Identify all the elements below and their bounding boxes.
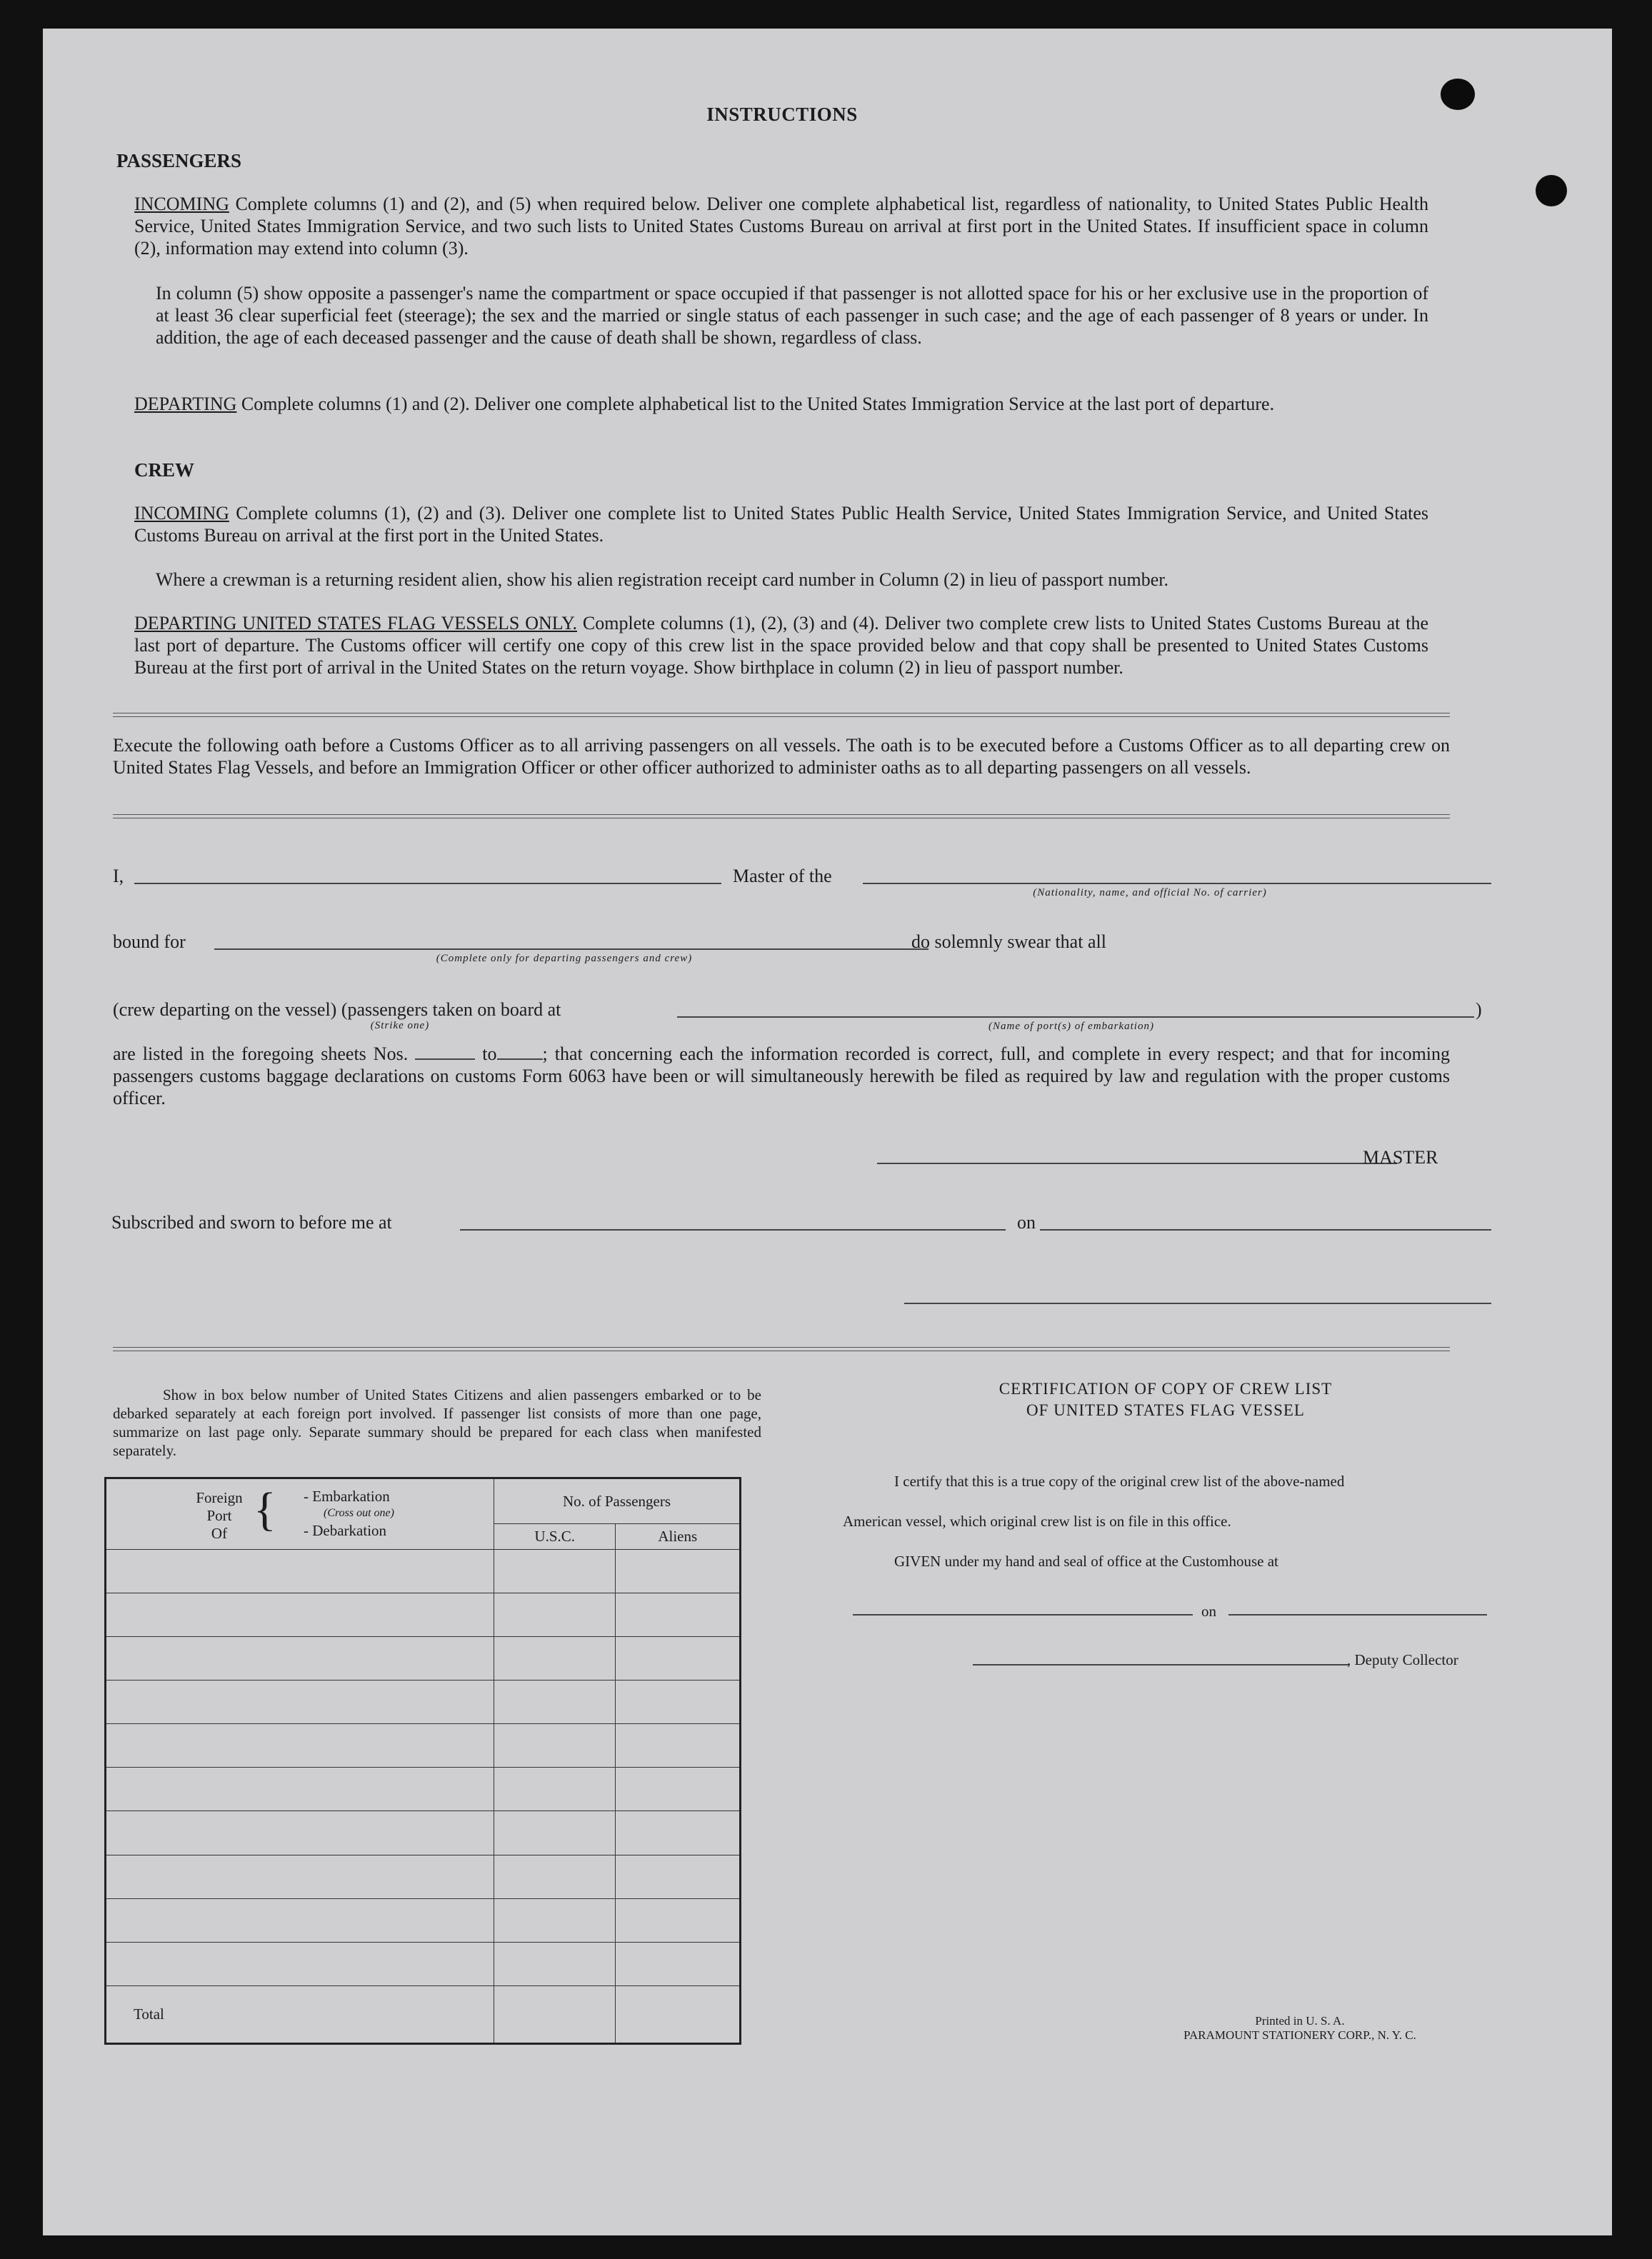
aliens-cell[interactable]	[616, 1724, 741, 1768]
port-cell[interactable]	[106, 1724, 494, 1768]
passengers-departing-text: Complete columns (1) and (2). Deliver one complete alphabetical list to the United States Immigration Service at the last port of departure.	[241, 394, 1275, 414]
table-row	[106, 1942, 741, 1985]
deputy-collector-label: , Deputy Collector	[1347, 1651, 1458, 1668]
master-signature-field[interactable]	[877, 1163, 1397, 1164]
bound-for-field[interactable]	[214, 948, 928, 950]
table-row	[106, 1724, 741, 1768]
crew-incoming-label: INCOMING	[134, 503, 229, 524]
passengers-incoming-text: Complete columns (1) and (2), and (5) when required below. Deliver one complete alphabetical list, regardless of nationality, to United States Public Health Service, United States Immigration Service, and two such lists to United States Customs Bureau on arrival at first port in the United States. If insufficient space in column (2), information may extend into column (3).	[134, 194, 1429, 259]
aliens-cell[interactable]	[616, 1942, 741, 1985]
aliens-cell[interactable]	[616, 1637, 741, 1681]
oath-listed-rest: ; that concerning each the information recorded is correct, full, and complete in every respect; and that for incoming passengers customs baggage declarations on customs Form 6063 have been or will simultaneously herewith be filed as required by law and regulation with the proper customs officer.	[113, 1043, 1451, 1108]
port-cell[interactable]	[106, 1593, 494, 1637]
oath-on-label: on	[1017, 1212, 1036, 1233]
port-cell[interactable]	[106, 1550, 494, 1593]
usc-cell[interactable]	[494, 1811, 616, 1855]
embark-debark-labels	[304, 1488, 394, 1539]
crew-heading: CREW	[134, 459, 195, 481]
table-row	[106, 1593, 741, 1637]
usc-header: U.S.C.	[494, 1524, 616, 1550]
given-text: GIVEN under my hand and seal of office at the Customhouse at	[894, 1553, 1278, 1570]
table-row	[106, 1855, 741, 1898]
passengers-column5-paragraph: In column (5) show opposite a passenger's name the compartment or space occupied if that passenger is not allotted space for his or her exclusive use in the proportion of at least 36 clear superficial feet (steerage); the sex and the married or single status of each passenger in such case; and the age of each passenger of 8 years or under. In addition, the age of each deceased passenger and the cause of death shall be shown, regardless of class.	[156, 283, 1428, 348]
port-cell[interactable]	[106, 1942, 494, 1985]
oath-listed-to: to	[482, 1043, 497, 1064]
usc-cell[interactable]	[494, 1681, 616, 1724]
crew-departing-label: DEPARTING UNITED STATES FLAG VESSELS ONLY.	[134, 613, 577, 633]
table-row	[106, 1811, 741, 1855]
certification-title-1: CERTIFICATION OF COPY OF CREW LIST	[998, 1380, 1333, 1398]
usc-cell[interactable]	[494, 1724, 616, 1768]
crew-departing-text: Complete columns (1), (2), (3) and (4). Deliver two complete crew lists to United States Customs Bureau at the last port of departure. The Customs officer will certify one copy of this crew list in the space provided below and that copy shall be presented to United States Customs Bureau at the first port of arrival in the United States on the return voyage. Show birthplace in column (2) in lieu of passport number.	[134, 613, 1429, 678]
subscribed-place-field[interactable]	[460, 1229, 1006, 1231]
total-row	[106, 1985, 741, 2043]
sheet-to-field[interactable]	[497, 1044, 543, 1060]
usc-cell[interactable]	[494, 1593, 616, 1637]
cert-date-field[interactable]	[1228, 1614, 1487, 1616]
passengers-incoming-paragraph	[134, 193, 1428, 259]
printer-line-1: Printed in U. S. A.	[1255, 2014, 1345, 2028]
port-cell[interactable]	[106, 1898, 494, 1942]
passengers-departing-paragraph	[134, 393, 1428, 415]
carrier-field[interactable]	[863, 883, 1491, 884]
passengers-heading: PASSENGERS	[116, 150, 242, 171]
bound-caption: (Complete only for departing passengers and crew)	[436, 953, 693, 964]
port-cell[interactable]	[106, 1855, 494, 1898]
aliens-cell[interactable]	[616, 1811, 741, 1855]
total-aliens-cell[interactable]	[616, 1985, 741, 2043]
table-row	[106, 1768, 741, 1811]
table-row	[106, 1898, 741, 1942]
instructions-title: INSTRUCTIONS	[706, 104, 858, 125]
crew-incoming-text: Complete columns (1), (2) and (3). Deliver one complete list to United States Public Health Service, United States Immigration Service, and United States Customs Bureau on arrival at the first port in the United States.	[134, 503, 1428, 546]
aliens-cell[interactable]	[616, 1898, 741, 1942]
table-row	[106, 1637, 741, 1681]
of-label: Of	[211, 1525, 228, 1542]
crew-incoming-paragraph	[134, 502, 1428, 546]
oath-close-paren: )	[1476, 999, 1482, 1020]
form-sheet	[43, 29, 1612, 2235]
passengers-incoming-label: INCOMING	[134, 194, 229, 214]
oath-i-label: I,	[113, 866, 124, 886]
embarkation-caption: (Name of port(s) of embarkation)	[988, 1021, 1154, 1032]
table-row	[106, 1550, 741, 1593]
aliens-cell[interactable]	[616, 1855, 741, 1898]
oath-crew-departing-text: (crew departing on the vessel) (passengers taken on board at	[113, 999, 561, 1020]
embarkation-label: - Embarkation	[304, 1488, 390, 1505]
total-label: Total	[106, 1985, 494, 2043]
customhouse-field[interactable]	[853, 1614, 1193, 1616]
deputy-signature-field[interactable]	[973, 1664, 1348, 1666]
certify-line-1: I certify that this is a true copy of the original crew list of the above-named	[894, 1473, 1345, 1490]
sheet-from-field[interactable]	[415, 1044, 475, 1060]
aliens-header: Aliens	[616, 1524, 741, 1550]
aliens-cell[interactable]	[616, 1681, 741, 1724]
master-name-field[interactable]	[134, 883, 721, 884]
carrier-caption: (Nationality, name, and official No. of carrier)	[1033, 887, 1267, 898]
cross-out-label: (Cross out one)	[324, 1507, 394, 1519]
foreign-port-header	[106, 1478, 494, 1550]
total-usc-cell[interactable]	[494, 1985, 616, 2043]
summary-note: Show in box below number of United States Citizens and alien passengers embarked or to be debarked separately at each foreign port involved. If passenger list consists of more than one page, summarize on last page only. Separate summary should be prepared for each class when manifested separately.	[113, 1386, 761, 1459]
strike-caption: (Strike one)	[370, 1020, 430, 1031]
debarkation-label: - Debarkation	[304, 1522, 387, 1539]
aliens-cell[interactable]	[616, 1768, 741, 1811]
divider-instructions	[113, 713, 1450, 717]
usc-cell[interactable]	[494, 1637, 616, 1681]
officer-signature-field[interactable]	[904, 1303, 1491, 1304]
oath-swear-text: do solemnly swear that all	[911, 931, 1106, 952]
usc-cell[interactable]	[494, 1898, 616, 1942]
oath-bound-for-label: bound for	[113, 931, 186, 952]
punch-hole-middle	[1536, 175, 1567, 206]
passenger-summary-table	[104, 1477, 741, 2045]
table-row	[106, 1681, 741, 1724]
oath-master-of-label: Master of the	[733, 866, 832, 886]
divider-oath	[113, 814, 1450, 818]
embarkation-port-field[interactable]	[677, 1016, 1474, 1018]
brace-icon: {	[254, 1483, 276, 1536]
usc-cell[interactable]	[494, 1855, 616, 1898]
printer-line-2: PARAMOUNT STATIONERY CORP., N. Y. C.	[1183, 2028, 1416, 2042]
usc-cell[interactable]	[494, 1942, 616, 1985]
oath-listed-paragraph	[113, 1043, 1450, 1109]
usc-cell[interactable]	[494, 1768, 616, 1811]
oath-master-label: MASTER	[1363, 1147, 1438, 1168]
certify-line-2: American vessel, which original crew list is on file in this office.	[843, 1513, 1231, 1530]
port-cell[interactable]	[106, 1811, 494, 1855]
crew-resident-paragraph: Where a crewman is a returning resident alien, show his alien registration receipt card number in Column (2) in lieu of passport number.	[156, 569, 1169, 590]
crew-departing-paragraph	[134, 612, 1428, 678]
port-cell[interactable]	[106, 1637, 494, 1681]
oath-listed-prefix: are listed in the foregoing sheets Nos.	[113, 1043, 409, 1064]
subscribed-date-field[interactable]	[1040, 1229, 1491, 1231]
foreign-label: Foreign	[196, 1489, 243, 1506]
certification-title-2: OF UNITED STATES FLAG VESSEL	[1026, 1401, 1305, 1419]
passengers-departing-label: DEPARTING	[134, 394, 237, 414]
aliens-cell[interactable]	[616, 1550, 741, 1593]
oath-intro-paragraph: Execute the following oath before a Customs Officer as to all arriving passengers on all vessels. The oath is to be executed before a Customs Officer as to all departing crew on United States Flag Vessels, and before an Immigration Officer or other officer authorized to administer oaths as to all departing passengers on all vessels.	[113, 735, 1450, 778]
usc-cell[interactable]	[494, 1550, 616, 1593]
port-cell[interactable]	[106, 1768, 494, 1811]
divider-summary	[113, 1347, 1450, 1351]
oath-subscribed-label: Subscribed and sworn to before me at	[111, 1212, 392, 1233]
port-cell[interactable]	[106, 1681, 494, 1724]
foreign-port-of-label	[191, 1489, 248, 1543]
no-of-passengers-header: No. of Passengers	[494, 1478, 740, 1524]
port-label: Port	[206, 1507, 232, 1524]
aliens-cell[interactable]	[616, 1593, 741, 1637]
cert-on-label: on	[1201, 1603, 1216, 1620]
